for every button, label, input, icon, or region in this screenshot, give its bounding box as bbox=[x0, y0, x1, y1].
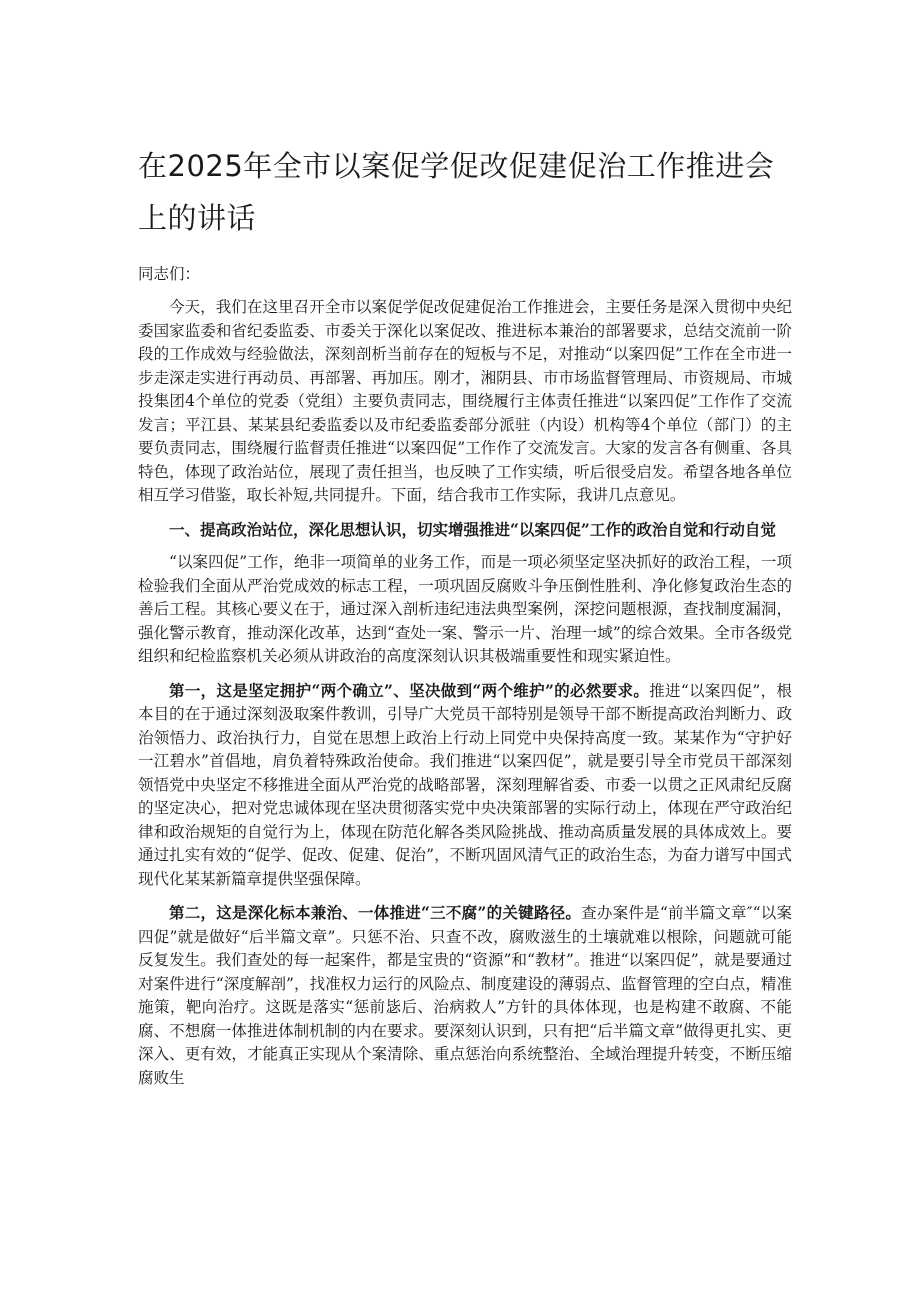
document-page bbox=[138, 140, 792, 1100]
point-1-lead: 第一，这是坚定拥护“两个确立”、坚决做到“两个维护”的必然要求。 bbox=[169, 680, 650, 700]
section-1-heading: 一、提高政治站位，深化思想认识，切实增强推进“以案四促”工作的政治自觉和行动自觉 bbox=[169, 519, 776, 539]
section-1-paragraph: “以案四促”工作，绝非一项简单的业务工作，而是一项必须坚定坚决抓好的政治工程，一项检验我们全面从严治党成效的标志工程，一项巩固反腐败斗争压倒性胜利、净化修复政治生态的善后工程。其核心要义在于，通过深入剖析违纪违法典型案例，深挖问题根源，查找制度漏洞，强化警示教育，推动深化改革，达到“查处一案、警示一片、治理一域”的综合效果。全市各级党组织和纪检监察机关必须从讲政治的高度深刻认识其极端重要性和现实紧迫性。 bbox=[138, 553, 792, 665]
point-2-body: 查办案件是“前半篇文章″“以案四促”就是做好“后半篇文章”。只惩不治、只查不改，腐败滋生的土壤就难以根除，问题就可能反复发生。我们查处的每一起案件，都是宝贵的“资源”和“教材”。推进“以案四促”，就是要通过对案件进行“深度解剖”，找准权力运行的风险点、制度建设的薄弱点、监督管理的空白点，精准施策，靶向治疗。这既是落实“惩前毖后、治病救人”方针的具体体现，也是构建不敢腐、不能腐、不想腐一体推进体制机制的内在要求。要深刻认识到，只有把“后半篇文章”做得更扎实、更深入、更有效，才能真正实现从个案清除、重点惩治向系统整治、全域治理提升转变，不断压缩腐败生 bbox=[138, 904, 792, 1087]
point-1-body: 推进“以案四促”，根本目的在于通过深刻汲取案件教训，引导广大党员干部特别是领导干部不断提高政治判断力、政治领悟力、政治执行力，自觉在思想上政治上行动上同党中央保持高度一致。某某作为“守护好一江碧水”首倡地，肩负着特殊政治使命。我们推进“以案四促”，就是要引导全市党员干部深刻领悟党中央坚定不移推进全面从严治党的战略部署，深刻理解省委、市委一以贯之正风肃纪反腐的坚定决心，把对党忠诚体现在坚决贯彻落实党中央决策部署的实际行动上，体现在严守政治纪律和政治规矩的自觉行为上，体现在防范化解各类风险挑战、推动高质量发展的具体成效上。要通过扎实有效的“促学、促改、促建、促治”，不断巩固风清气正的政治生态，为奋力谱写中国式现代化某某新篇章提供坚强保障。 bbox=[138, 681, 792, 888]
point-2-lead: 第二，这是深化标本兼治、一体推进“三不腐”的关键路径。 bbox=[169, 903, 582, 922]
intro-paragraph: 今天，我们在这里召开全市以案促学促改促建促治工作推进会，主要任务是深入贯彻中央纪委国家监委和省纪委监委、市委关于深化以案促改、推进标本兼治的部署要求，总结交流前一阶段的工作成效与经验做法，深刻剖析当前存在的短板与不足，对推动“以案四促”工作在全市进一步走深走实进行再动员、再部署、再加压。刚才，湘阴县、市市场监督管理局、市资规局、市城投集团4个单位的党委（党组）主要负责同志，围绕履行主体责任推进“以案四促”工作作了交流发言；平江县、某某县纪委监委以及市纪委监委部分派驻（内设）机构等4个单位（部门）的主要负责同志，围绕履行监督责任推进“以案四促”工作作了交流发言。大家的发言各有侧重、各具特色，体现了政治站位，展现了责任担当，也反映了工作实绩，听后很受启发。希望各地各单位相互学习借鉴，取长补短,共同提升。下面，结合我市工作实际，我讲几点意见。 bbox=[138, 298, 792, 504]
salutation: 同志们： bbox=[138, 265, 201, 283]
document-title: 在2025年全市以案促学促改促建促治工作推进会上的讲话 bbox=[138, 149, 775, 235]
point-2-paragraph bbox=[138, 901, 792, 1090]
point-1-paragraph bbox=[138, 679, 792, 892]
